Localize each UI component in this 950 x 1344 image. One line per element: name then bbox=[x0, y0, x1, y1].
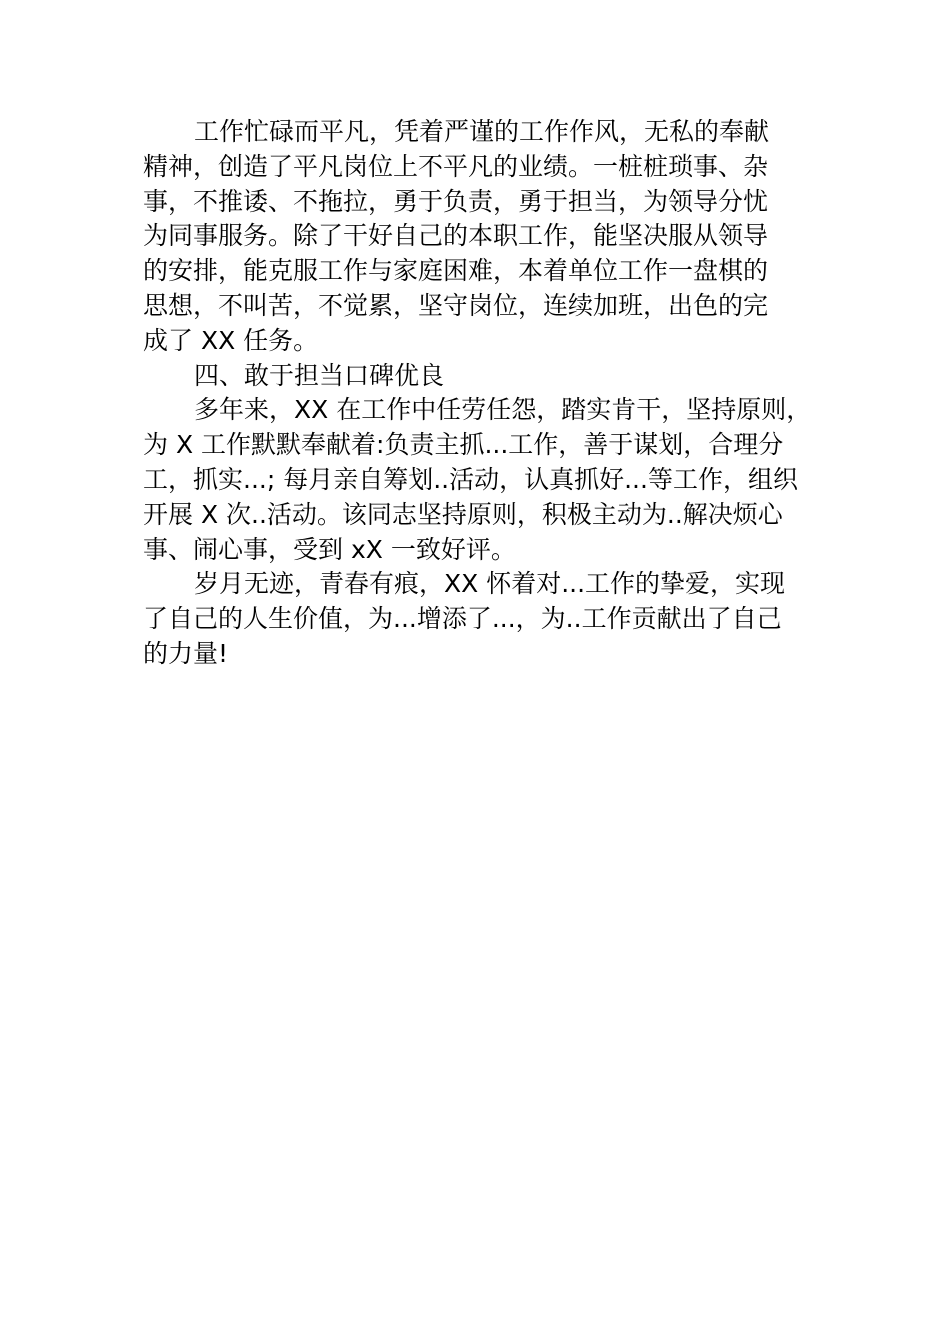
paragraph-2-line-3: 工，抓实...; 每月亲自筹划..活动，认真抓好...等工作，组织 bbox=[143, 464, 798, 494]
paragraph-1-line-3: 事，不推诿、不拖拉，勇于负责，勇于担当，为领导分忧 bbox=[143, 186, 769, 216]
paragraph-2-line-5: 事、闹心事，受到 xX 一致好评。 bbox=[143, 534, 516, 564]
paragraph-1-line-5: 的安排，能克服工作与家庭困难，本着单位工作一盘棋的 bbox=[143, 256, 769, 286]
paragraph-1-line-7: 成了 XX 任务。 bbox=[143, 325, 319, 355]
paragraph-1 bbox=[143, 115, 813, 359]
paragraph-2-line-2: 为 X 工作默默奉献着:负责主抓...工作，善于谋划，合理分 bbox=[143, 430, 784, 460]
paragraph-3 bbox=[143, 567, 813, 671]
paragraph-1-line-6: 思想，不叫苦，不觉累，坚守岗位，连续加班，出色的完 bbox=[143, 290, 769, 320]
document-body bbox=[143, 115, 813, 672]
paragraph-3-line-2: 了自己的人生价值，为...增添了...，为..工作贡献出了自己 bbox=[143, 604, 782, 634]
paragraph-3-line-3: 的力量! bbox=[143, 638, 229, 668]
paragraph-2-line-1: 多年来，XX 在工作中任劳任怨，踏实肯干，坚持原则， bbox=[194, 395, 812, 425]
paragraph-2-line-4: 开展 X 次..活动。该同志坚持原则，积极主动为..解决烦心 bbox=[143, 499, 783, 529]
paragraph-3-line-1: 岁月无迹，青春有痕，XX 怀着对...工作的挚爱，实现 bbox=[194, 569, 786, 599]
paragraph-1-line-4: 为同事服务。除了干好自己的本职工作，能坚决服从领导 bbox=[143, 221, 769, 251]
paragraph-2 bbox=[143, 393, 813, 567]
paragraph-1-line-1: 工作忙碌而平凡，凭着严谨的工作作风，无私的奉献 bbox=[194, 117, 770, 146]
section-heading-4: 四、敢于担当口碑优良 bbox=[194, 360, 445, 390]
paragraph-1-line-2: 精神，创造了平凡岗位上不平凡的业绩。一桩桩琐事、杂 bbox=[143, 151, 769, 181]
